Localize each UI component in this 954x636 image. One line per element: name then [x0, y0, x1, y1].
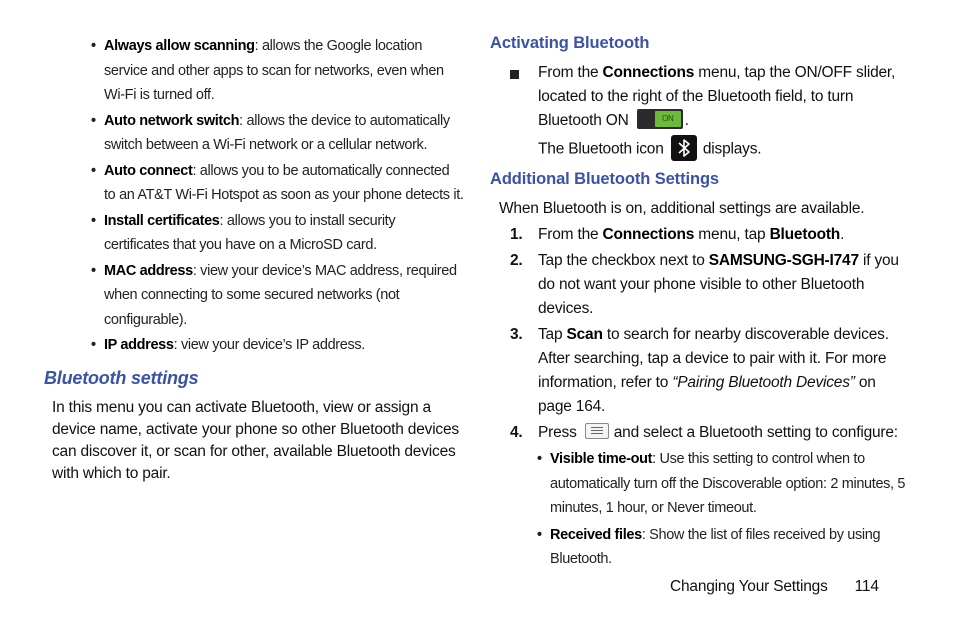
step-text: displays. — [702, 140, 762, 158]
square-bullet-icon — [510, 70, 519, 79]
right-column — [490, 34, 910, 574]
option-term: IP address — [104, 337, 174, 353]
step-number: 2. — [510, 252, 523, 269]
step-number: 1. — [510, 226, 523, 243]
list-item — [550, 523, 910, 572]
toggle-on-label: ON — [655, 111, 681, 127]
page-footer — [670, 578, 879, 596]
option-desc: : Use this setting to control when to automatically turn off the Discoverable option: 2 minutes, 5 minutes, 1 hour, or Never timeout. — [550, 451, 906, 516]
step-bold: Connections — [602, 64, 695, 81]
cross-reference: “Pairing Bluetooth Devices” — [672, 374, 855, 391]
option-term: Auto connect — [104, 162, 193, 179]
step-text: menu, tap — [694, 226, 770, 243]
step-text: if you do not want your phone visible to other Bluetooth devices. — [538, 252, 899, 317]
list-item — [104, 259, 464, 333]
option-term: Received files — [550, 526, 642, 543]
option-term: Auto network switch — [104, 112, 240, 129]
wifi-advanced-options-list — [44, 34, 464, 358]
numbered-step — [490, 223, 910, 247]
step-bold: Scan — [566, 326, 603, 343]
option-term: Always allow scanning — [104, 38, 255, 54]
step-text: to search for nearby discoverable devices. After searching, tap a device to pair with it. For more information, refer to — [538, 326, 889, 391]
additional-intro: When Bluetooth is on, additional settings are available. — [499, 200, 865, 217]
list-item — [550, 447, 910, 521]
step-text: Tap the checkbox next to — [538, 252, 709, 269]
option-term: Install certificates — [104, 212, 220, 229]
left-column — [44, 34, 464, 485]
step-number: 3. — [510, 326, 523, 343]
list-item — [104, 159, 464, 208]
numbered-step — [490, 323, 910, 419]
activating-step — [490, 61, 910, 164]
bluetooth-icon — [671, 135, 697, 161]
option-desc: : allows you to be automatically connected to an AT&T Wi-Fi Hotspot as soon as your phone detects it. — [104, 162, 464, 203]
step-text: From the — [538, 226, 603, 243]
list-item — [104, 209, 464, 258]
step-bold: Connections — [602, 226, 695, 243]
option-term: Visible time-out — [550, 451, 653, 467]
menu-key-icon — [585, 423, 609, 439]
bluetooth-on-toggle — [637, 109, 683, 129]
numbered-step — [490, 249, 910, 321]
step-text: menu, tap the ON/OFF slider, located to the right of the Bluetooth field, to turn Bluetooth ON — [538, 64, 896, 129]
step-text: From the — [538, 64, 603, 81]
step-number: 4. — [510, 424, 523, 441]
option-desc: : view your device’s MAC address, required when connecting to some secured networks (not configurable). — [104, 262, 457, 328]
step-text: and select a Bluetooth setting to configure: — [613, 424, 898, 441]
bluetooth-settings-list — [490, 447, 910, 572]
bluetooth-icon-line — [538, 135, 910, 164]
option-term: MAC address — [104, 262, 193, 279]
numbered-step — [490, 421, 910, 445]
list-item — [104, 333, 464, 358]
footer-chapter-label: Changing Your Settings — [670, 578, 828, 595]
additional-bluetooth-heading: Additional Bluetooth Settings — [490, 170, 719, 188]
section-body: In this menu you can activate Bluetooth, view or assign a device name, activate your phone so other Bluetooth devices can discover it, or scan for other, available Bluetooth devices with which to pair. — [52, 398, 459, 482]
step-bold: SAMSUNG-SGH-I747 — [708, 252, 859, 269]
step-text: . — [684, 112, 689, 129]
option-desc: : Show the list of files received by using Bluetooth. — [550, 526, 881, 567]
section-title: Bluetooth settings — [44, 367, 199, 388]
option-desc: : view your device’s IP address. — [173, 337, 365, 353]
list-item — [104, 34, 464, 108]
page-number: 114 — [854, 578, 879, 595]
step-text: . — [840, 226, 845, 243]
step-text: Tap — [538, 326, 567, 343]
list-item — [104, 109, 464, 158]
step-bold: Bluetooth — [769, 226, 841, 243]
option-desc: : allows you to install security certificates that you have on a MicroSD card. — [104, 212, 396, 253]
activating-bluetooth-heading: Activating Bluetooth — [490, 34, 650, 52]
option-desc: : allows the Google location service and other apps to scan for networks, even when Wi-Fi is turned off. — [104, 38, 444, 103]
step-text: Press — [538, 424, 577, 441]
option-desc: : allows the device to automatically switch between a Wi-Fi network or a cellular network. — [104, 112, 450, 153]
step-text: on page 164. — [538, 374, 876, 415]
step-text: The Bluetooth icon — [538, 140, 664, 158]
